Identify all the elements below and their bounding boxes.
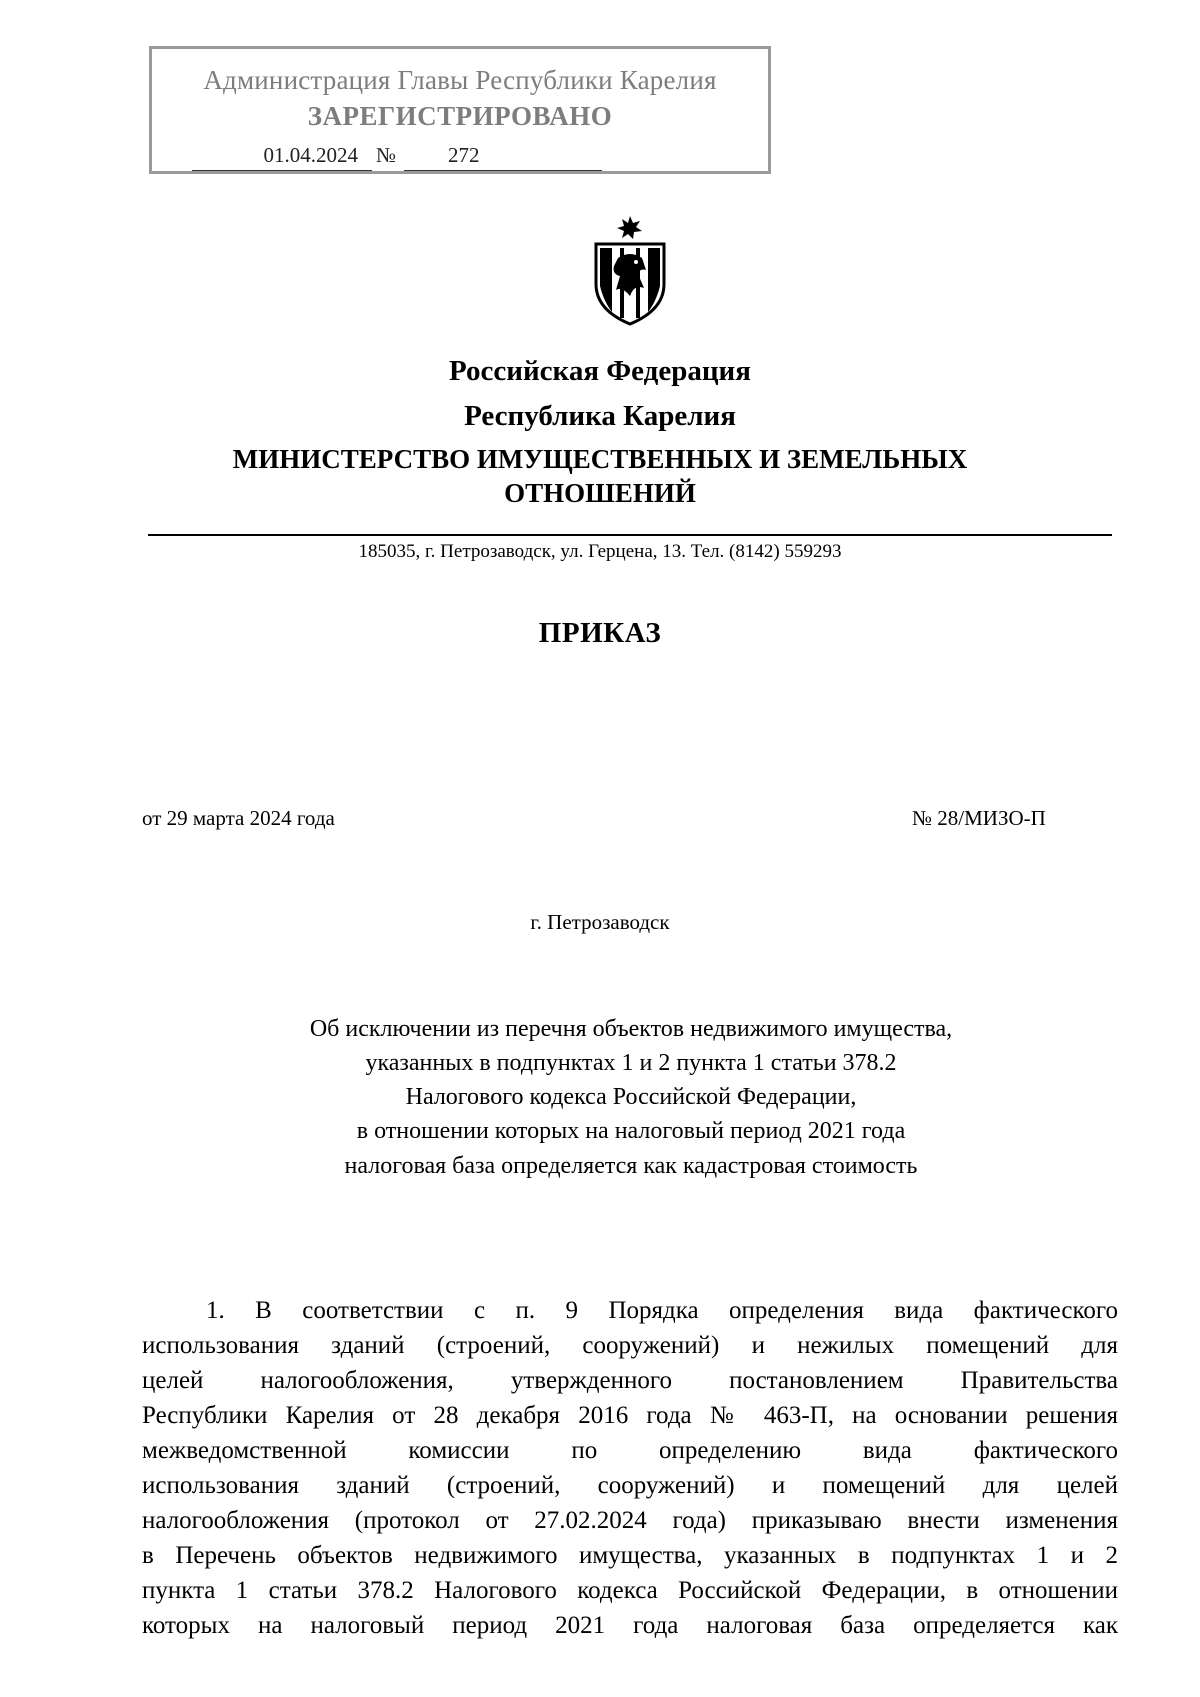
karelia-coat-of-arms-icon [582,214,678,326]
subject-line: Об исключении из перечня объектов недвижимого имущества, [309,1016,953,1042]
body-line: межведомственной комиссии по определению вида фактического [142,1437,1118,1464]
order-city: г. Петрозаводск [530,910,670,934]
body-line: налогообложения (протокол от 27.02.2024 года) приказываю внести изменения [142,1507,1118,1534]
document-title: ПРИКАЗ [538,617,662,649]
republic-name: Республика Карелия [464,400,736,432]
order-date: от 29 марта 2024 года [142,806,335,830]
body-line: в Перечень объектов недвижимого имущества, указанных в подпунктах 1 и 2 [142,1542,1118,1569]
order-number: № 28/МИЗО-П [912,806,1046,830]
ministry-name-line1: МИНИСТЕРСТВО ИМУЩЕСТВЕННЫХ И ЗЕМЕЛЬНЫХ [232,444,968,474]
order-body-paragraph [142,1293,1118,1643]
subject-line: налоговая база определяется как кадастровая стоимость [344,1153,918,1179]
country-name: Российская Федерация [449,355,751,387]
stamp-registered-label: ЗАРЕГИСТРИРОВАНО [307,101,613,131]
body-line: использования зданий (строений, сооружений) и помещений для целей [142,1472,1118,1499]
stamp-date: 01.04.2024 [192,141,372,171]
subject-line: указанных в подпунктах 1 и 2 пункта 1 статьи 378.2 [365,1050,897,1076]
stamp-authority: Администрация Главы Республики Карелия [203,65,717,95]
body-line: 1. В соответствии с п. 9 Порядка определения вида фактического [206,1297,1118,1324]
body-line: пункта 1 статьи 378.2 Налогового кодекса Российской Федерации, в отношении [142,1577,1118,1604]
body-line: Республики Карелия от 28 декабря 2016 года № 463-П, на основании решения [142,1402,1118,1429]
registration-stamp [149,46,771,174]
subject-line: Налогового кодекса Российской Федерации, [405,1084,857,1110]
body-line: которых на налоговый период 2021 года налоговая база определяется как [142,1612,1118,1639]
stamp-number-sign: № [376,143,397,167]
ministry-name-line2: ОТНОШЕНИЙ [504,478,696,508]
subject-line: в отношении которых на налоговый период 2021 года [356,1118,906,1144]
body-line: целей налогообложения, утвержденного постановлением Правительства [142,1367,1118,1394]
stamp-number: 272 [404,141,602,171]
header-divider [148,534,1112,536]
ministry-address: 185035, г. Петрозаводск, ул. Герцена, 13. Тел. (8142) 559293 [358,541,842,562]
body-line: использования зданий (строений, сооружений) и нежилых помещений для [142,1332,1118,1359]
